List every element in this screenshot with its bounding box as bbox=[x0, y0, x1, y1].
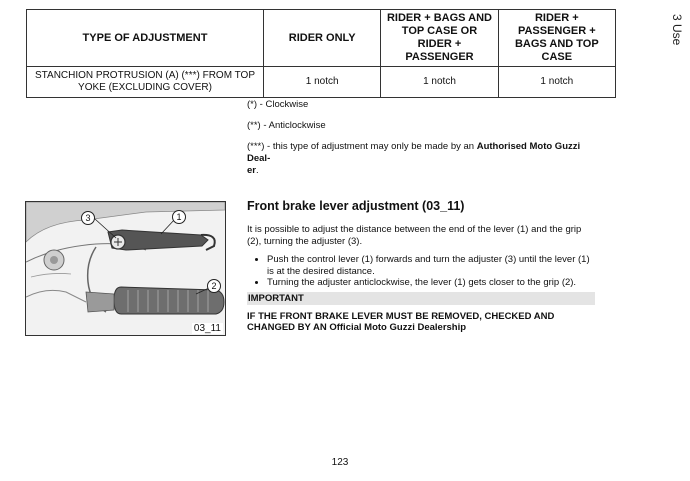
important-label: IMPORTANT bbox=[247, 292, 595, 305]
instruction-list bbox=[247, 254, 597, 289]
section-intro: It is possible to adjust the distance between the end of the lever (1) and the grip (2), turning the adjuster (3). bbox=[247, 224, 582, 247]
note-clockwise: (*) - Clockwise bbox=[247, 99, 309, 110]
table-row bbox=[27, 67, 616, 98]
note-dealer-bold-end: er bbox=[247, 165, 256, 176]
note-dealer bbox=[247, 141, 597, 177]
table-header-row bbox=[27, 10, 616, 67]
table-cell: 1 notch bbox=[498, 67, 615, 98]
header-rider-only: RIDER ONLY bbox=[264, 10, 381, 67]
note-anticlockwise: (**) - Anticlockwise bbox=[247, 120, 326, 131]
header-rider-bags-or-passenger: RIDER + BAGS AND TOP CASE OR RIDER + PASSENGER bbox=[381, 10, 498, 67]
footnotes bbox=[247, 99, 597, 186]
table-cell: STANCHION PROTRUSION (A) (***) FROM TOP YOKE (EXCLUDING COVER) bbox=[27, 67, 264, 98]
section-title: Front brake lever adjustment (03_11) bbox=[247, 199, 465, 213]
page-number: 123 bbox=[331, 457, 349, 468]
figure-caption: 03_11 bbox=[193, 323, 221, 334]
brake-lever-figure bbox=[25, 201, 226, 336]
header-rider-passenger-bags: RIDER + PASSENGER + BAGS AND TOP CASE bbox=[498, 10, 615, 67]
table-cell: 1 notch bbox=[381, 67, 498, 98]
warning-text: IF THE FRONT BRAKE LEVER MUST BE REMOVED, CHECKED AND CHANGED BY AN Official Moto Guzzi Dealership bbox=[247, 310, 555, 333]
note-dealer-text: (***) - this type of adjustment may only be made by an bbox=[247, 141, 477, 152]
callout-2: 2 bbox=[207, 279, 221, 293]
adjustment-table bbox=[26, 9, 616, 98]
note-dealer-bold: Authorised Moto Guzzi Deal- bbox=[247, 141, 581, 164]
front-brake-section bbox=[247, 199, 597, 334]
callout-1: 1 bbox=[172, 210, 186, 224]
header-type-of-adjustment: TYPE OF ADJUSTMENT bbox=[27, 10, 264, 67]
chapter-tab: 3 Use bbox=[670, 14, 684, 46]
callout-3: 3 bbox=[81, 211, 95, 225]
list-item: • Turning the adjuster anticlockwise, the lever (1) gets closer to the grip (2). bbox=[267, 277, 597, 289]
table-cell: 1 notch bbox=[264, 67, 381, 98]
list-item: • Push the control lever (1) forwards and turn the adjuster (3) until the lever (1) is at the desired distance. bbox=[267, 254, 597, 277]
note-dealer-period: . bbox=[255, 165, 259, 176]
brake-lever-illustration bbox=[26, 202, 225, 335]
